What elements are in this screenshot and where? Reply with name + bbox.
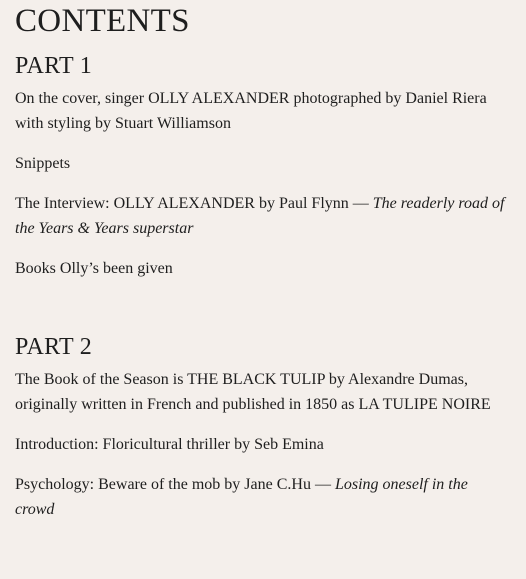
entry-text: Snippets — [15, 155, 71, 172]
entry-italic-subtitle: Losing oneself in the crowd — [15, 476, 468, 518]
entry-text: On the cover, singer OLLY ALEXANDER photographed by Daniel Riera with styling by Stuart Williamson — [15, 90, 487, 132]
part-2-section — [15, 333, 515, 522]
contents-page — [15, 0, 515, 537]
entry-snippets — [15, 151, 507, 176]
entry-text: The Interview: OLLY ALEXANDER by Paul Flynn — — [15, 195, 373, 212]
part-1-heading: PART 1 — [15, 53, 93, 79]
entry-books-given — [15, 256, 507, 281]
entry-text: Psychology: Beware of the mob by Jane C.Hu — — [15, 476, 335, 493]
entry-text: Introduction: Floricultural thriller by Seb Emina — [15, 436, 324, 453]
entry-book-of-season — [15, 367, 507, 417]
entry-cover — [15, 86, 507, 136]
entry-text: Books Olly’s been given — [15, 260, 173, 277]
entry-interview — [15, 191, 507, 241]
entry-text: The Book of the Season is THE BLACK TULIP by Alexandre Dumas, originally written in French and published in 1850 as LA TULIPE NOIRE — [15, 371, 491, 413]
entry-introduction — [15, 432, 507, 457]
part-1-section — [15, 52, 515, 281]
page-title: CONTENTS — [15, 3, 190, 39]
part-2-heading: PART 2 — [15, 334, 93, 360]
entry-psychology — [15, 472, 507, 522]
entry-italic-subtitle: The readerly road of the Years & Years superstar — [15, 195, 505, 237]
